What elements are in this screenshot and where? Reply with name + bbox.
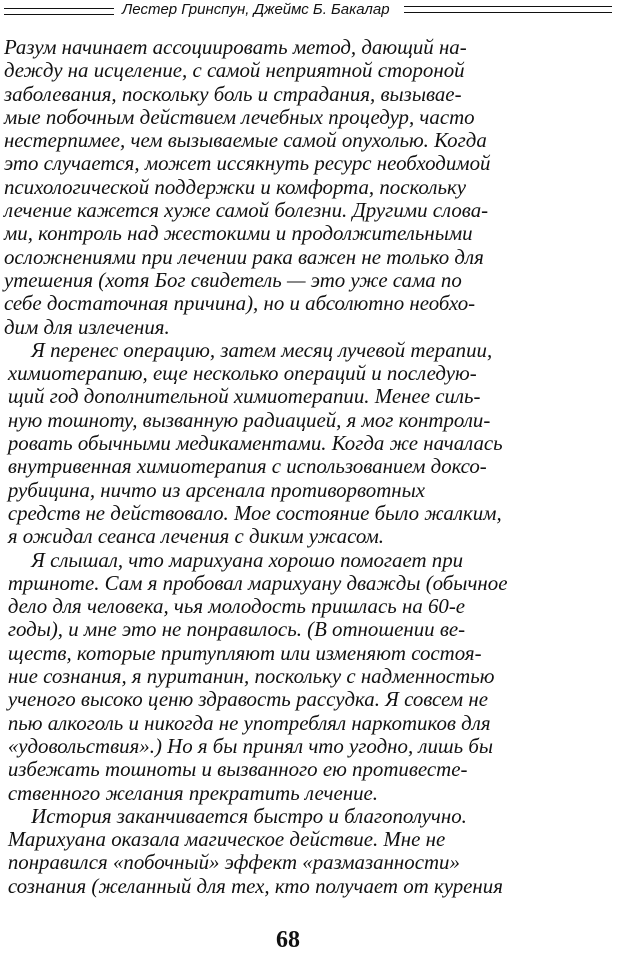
- text-line: пью алкоголь и никогда не употреблял наркотиков для: [7, 710, 491, 735]
- text-line: химиотерапию, еще несколько операций и последую-: [7, 361, 477, 386]
- text-line: тршноте. Сам я пробовал марихуану дважды (обычное: [7, 570, 508, 595]
- paragraph: [2, 805, 620, 898]
- text-line: внутривенная химиотерапия с использованием доксо-: [7, 454, 487, 479]
- text-line: ми, контроль над жестокими и продолжительными: [3, 221, 473, 246]
- text-line: Разум начинает ассоциировать метод, дающий на-: [3, 35, 467, 59]
- page-number: 68: [276, 927, 300, 953]
- text-line: ровать обычными медикаментами. Когда же началась: [7, 431, 503, 456]
- text-line: мые побочным действием лечебных процедур, часто: [3, 104, 475, 129]
- text-line: психологической поддержки и комфорта, поскольку: [3, 174, 466, 199]
- page-header: [0, 0, 620, 24]
- text-line: заболевания, поскольку боль и страдания, вызывае-: [3, 81, 462, 106]
- text-line: сознания (желанный для тех, кто получает от курения: [7, 873, 503, 898]
- text-line: себе достаточная причина), но и абсолютно необхо-: [3, 291, 476, 316]
- text-line: это случается, может иссякнуть ресурс необходимой: [3, 151, 491, 176]
- text-line: дим для излечения.: [3, 314, 170, 339]
- text-line: избежать тошноты и вызванного ею противесте-: [7, 757, 468, 782]
- text-line: ществ, которые притупляют или изменяют состоя-: [7, 640, 482, 665]
- paragraph: [2, 549, 620, 805]
- text-line: Я перенес операцию, затем месяц лучевой терапии,: [31, 337, 493, 362]
- text-line: ную тошноту, вызванную радиацией, я мог контроли-: [7, 407, 491, 432]
- header-rule-right-top: [404, 6, 612, 7]
- paragraph: [2, 339, 620, 549]
- text-line: ние сознания, я пуританин, поскольку с надменностью: [7, 664, 495, 689]
- text-line: дежду на исцеление, с самой неприятной стороной: [3, 58, 465, 83]
- header-rule-left-top: [4, 8, 114, 9]
- text-line: Марихуана оказала магическое действие. Мне не: [7, 827, 446, 852]
- text-line: ственного желания прекратить лечение.: [7, 780, 379, 805]
- text-line: понравился «побочный» эффект «размазанности»: [7, 850, 460, 875]
- text-line: История заканчивается быстро и благополучно.: [31, 803, 467, 828]
- body-text: [2, 36, 620, 898]
- text-line: утешения (хотя Бог свидетель — это уже сама по: [3, 267, 462, 292]
- text-line: щий год дополнительной химиотерапии. Менее силь-: [7, 384, 481, 409]
- text-line: рубицина, ничто из арсенала противорвотных: [7, 477, 426, 502]
- text-line: ученого высоко ценю здравость рассудка. Я совсем не: [7, 687, 488, 712]
- running-head: Лестер Гринспун, Джеймс Б. Бакалар: [122, 1, 390, 18]
- paragraph: [2, 36, 620, 339]
- text-line: годы), и мне это не понравилось. (В отношении ве-: [7, 617, 466, 642]
- text-line: средств не действовало. Мое состояние было жалким,: [7, 500, 502, 525]
- text-line: Я слышал, что марихуана хорошо помогает при: [31, 547, 464, 572]
- text-line: я ожидал сеанса лечения с диким ужасом.: [7, 524, 385, 549]
- text-line: нестерпимее, чем вызываемые самой опухолью. Когда: [3, 128, 487, 153]
- text-line: осложнениями при лечении рака важен не только для: [3, 244, 484, 269]
- text-line: лечение кажется хуже самой болезни. Другими слова-: [3, 198, 489, 223]
- header-rule-right-bottom: [404, 12, 612, 13]
- text-line: дело для человека, чья молодость пришлась на 60-е: [7, 594, 466, 619]
- header-rule-left-bottom: [4, 14, 114, 15]
- text-line: «удовольствия».) Но я бы принял что угодно, лишь бы: [7, 733, 494, 758]
